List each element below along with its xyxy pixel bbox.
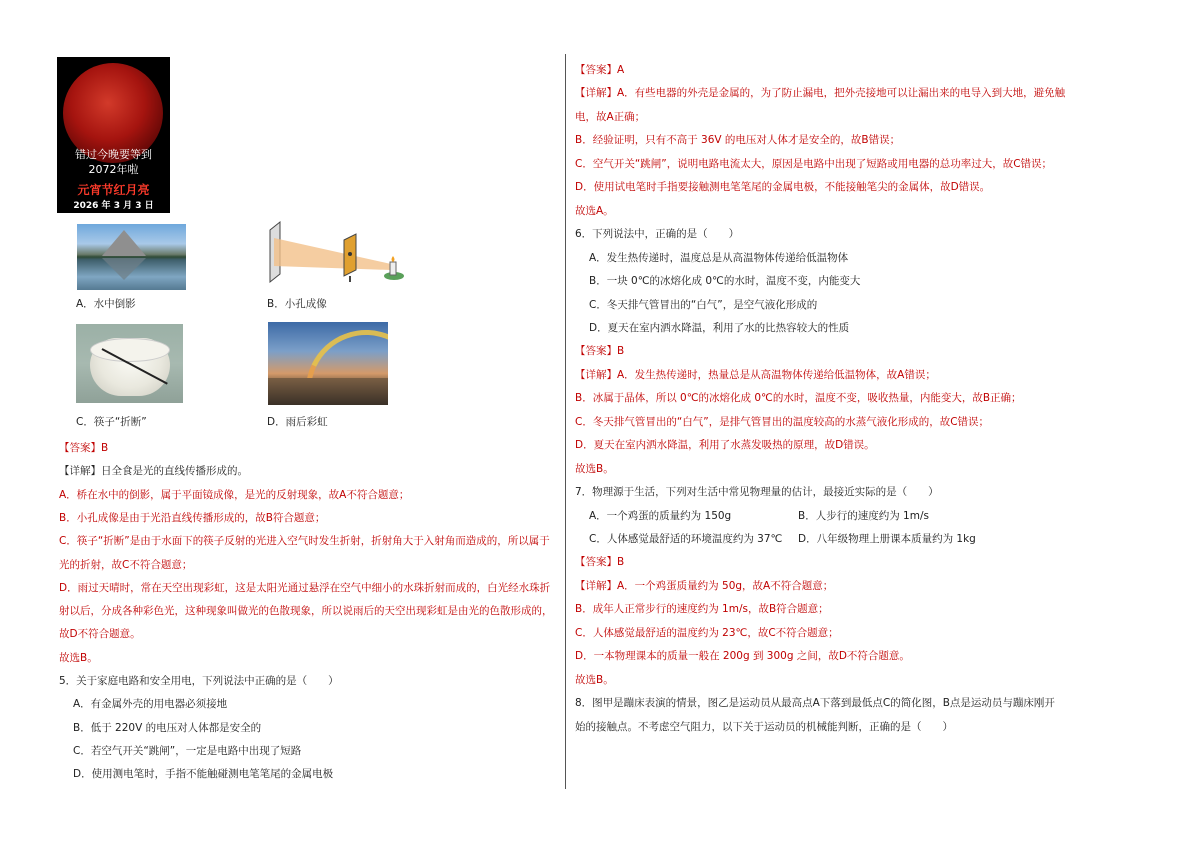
text-line: 【详解】日全食是光的直线传播形成的。 bbox=[59, 465, 248, 478]
lake-reflection-image bbox=[77, 224, 186, 290]
text-line: A．一个鸡蛋的质量约为 150g bbox=[589, 509, 732, 522]
right-column bbox=[567, 0, 1200, 849]
text-line: 【答案】B bbox=[59, 442, 109, 454]
column-divider bbox=[565, 54, 566, 789]
poster-line-4: 2026 年 3 月 3 日 bbox=[73, 201, 154, 211]
text-line: 7．物理源于生活，下列对生活中常见物理量的估计，最接近实际的是（ ） bbox=[575, 486, 939, 499]
text-line: D．夏天在室内洒水降温，利用了水蒸发吸热的原理，故D错误。 bbox=[575, 439, 875, 452]
text-line: B．低于 220V 的电压对人体都是安全的 bbox=[73, 721, 262, 734]
text-line: 【详解】A．发生热传递时，热量总是从高温物体传递给低温物体，故A错误； bbox=[575, 368, 936, 381]
text-line: 5．关于家庭电路和安全用电，下列说法中正确的是（ ） bbox=[59, 675, 339, 687]
text-line: C．冬天排气管冒出的“白气”，是空气液化形成的 bbox=[589, 298, 818, 311]
text-line: B．小孔成像是由于光沿直线传播形成的，故B符合题意； bbox=[59, 511, 326, 524]
text-line: 【详解】A．有些电器的外壳是金属的，为了防止漏电，把外壳接地可以让漏出来的电导入到大地，避免触 bbox=[575, 87, 1066, 100]
text-line: B．经验证明，只有不高于 36V 的电压对人体才是安全的，故B错误； bbox=[575, 134, 901, 147]
text-line: 故选B。 bbox=[59, 651, 98, 664]
rainbow-image bbox=[268, 322, 388, 405]
text-line: D．雨过天晴时，常在天空出现彩虹，这是太阳光通过悬浮在空气中细小的水珠折射而成的，白光经水珠折 bbox=[59, 581, 551, 594]
text-line-pair: D．八年级物理上册课本质量约为 1kg bbox=[798, 533, 976, 545]
text-line: 电，故A正确； bbox=[575, 110, 646, 123]
poster-line-1: 错过今晚要等到 bbox=[75, 148, 152, 161]
text-line: B．冰属于晶体，所以 0℃的冰熔化成 0℃的水时，温度不变，吸收热量，内能变大，故B正确； bbox=[575, 392, 1022, 405]
text-line: D．使用试电笔时手指要接触测电笔笔尾的金属电极，不能接触笔尖的金属体，故D错误。 bbox=[575, 181, 991, 194]
option-b-label: B．小孔成像 bbox=[267, 298, 327, 310]
text-line: 【答案】A bbox=[575, 64, 625, 76]
text-line: D．使用测电笔时，手指不能触碰测电笔笔尾的金属电极 bbox=[73, 768, 334, 781]
text-line: 6．下列说法中，正确的是（ ） bbox=[575, 228, 740, 241]
text-line: C．筷子“折断”是由于水面下的筷子反射的光进入空气时发生折射，折射角大于入射角而造成的，所以属于 bbox=[59, 535, 550, 548]
text-line: 始的接触点。不考虑空气阻力，以下关于运动员的机械能判断，正确的是（ ） bbox=[575, 720, 953, 733]
text-line: D．夏天在室内洒水降温，利用了水的比热容较大的性质 bbox=[589, 321, 850, 334]
pinhole-camera-diagram bbox=[266, 220, 408, 286]
text-line: C．空气开关“跳闸”，说明电路电流太大，原因是电路中出现了短路或用电器的总功率过大，故C错误； bbox=[575, 157, 1053, 170]
text-line: 【答案】B bbox=[575, 556, 625, 569]
text-line: 【答案】B bbox=[575, 345, 625, 358]
text-line: A．桥在水中的倒影，属于平面镜成像，是光的反射现象，故A不符合题意； bbox=[59, 488, 410, 501]
chopsticks-bowl-image bbox=[76, 324, 183, 403]
text-line: C．人体感觉最舒适的环境温度约为 37℃ bbox=[589, 533, 783, 545]
text-line: C．人体感觉最舒适的温度约为 23℃，故C不符合题意； bbox=[575, 626, 839, 639]
left-column bbox=[0, 0, 565, 849]
text-line: C．若空气开关“跳闸”，一定是电路中出现了短路 bbox=[73, 744, 302, 757]
text-line: B．成年人正常步行的速度约为 1m/s，故B符合题意； bbox=[575, 603, 829, 616]
poster-line-2: 2072年啦 bbox=[88, 163, 139, 176]
option-c-label: C．筷子“折断” bbox=[76, 416, 147, 428]
text-line: D．一本物理课本的质量一般在 200g 到 300g 之间，故D不符合题意。 bbox=[575, 650, 910, 663]
text-line: 射以后，分成各种彩色光，这种现象叫做光的色散现象，所以说雨后的天空出现彩虹是由光的色散形成的， bbox=[59, 605, 553, 618]
red-moon-poster-image bbox=[57, 57, 170, 213]
option-d-label: D．雨后彩虹 bbox=[267, 416, 328, 428]
option-a-label: A．水中倒影 bbox=[76, 298, 136, 310]
text-line: 故选B。 bbox=[575, 462, 614, 475]
text-line: 8．图甲是蹦床表演的情景，图乙是运动员从最高点A下落到最低点C的简化图，B点是运动员与蹦床刚开 bbox=[575, 697, 1055, 710]
text-line: 故D不符合题意。 bbox=[59, 628, 141, 641]
text-line: A．有金属外壳的用电器必须接地 bbox=[73, 698, 228, 711]
text-line: A．发生热传递时，温度总是从高温物体传递给低温物体 bbox=[589, 251, 849, 264]
text-line: 故选A。 bbox=[575, 204, 614, 217]
text-line: 故选B。 bbox=[575, 673, 614, 686]
text-line: B．一块 0℃的冰熔化成 0℃的水时，温度不变，内能变大 bbox=[589, 275, 861, 288]
poster-line-3: 元宵节红月亮 bbox=[77, 183, 150, 197]
text-line: 【详解】A．一个鸡蛋质量约为 50g，故A不符合题意； bbox=[575, 579, 834, 592]
text-line: C．冬天排气管冒出的“白气”，是排气管冒出的温度较高的水蒸气液化形成的，故C错误； bbox=[575, 415, 990, 428]
text-line: 光的折射，故C不符合题意； bbox=[59, 558, 193, 571]
text-line-pair: B．人步行的速度约为 1m/s bbox=[798, 509, 929, 522]
